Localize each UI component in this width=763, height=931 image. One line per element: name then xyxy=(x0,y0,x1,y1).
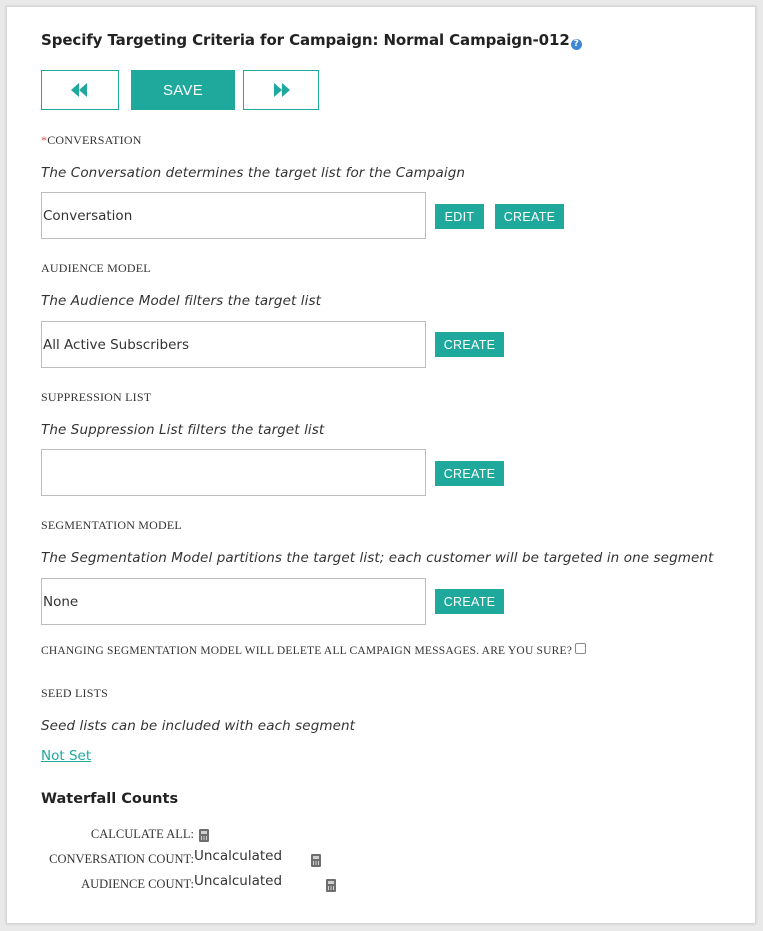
previous-step-button[interactable] xyxy=(41,70,119,110)
segmentation-warning-text: CHANGING SEGMENTATION MODEL WILL DELETE ALL CAMPAIGN MESSAGES. ARE YOU SURE? xyxy=(41,645,573,657)
calculate-all-calculator-icon[interactable] xyxy=(199,829,209,842)
audience-count-calculator-icon[interactable] xyxy=(326,879,336,892)
conversation-field[interactable] xyxy=(41,192,426,239)
conversation-label-text: CONVERSATION xyxy=(47,133,142,147)
suppression-list-description: The Suppression List filters the target list xyxy=(41,422,325,438)
audience-count-value: Uncalculated xyxy=(194,873,283,889)
waterfall-heading: Waterfall Counts xyxy=(41,791,179,807)
conversation-count-calculator-icon[interactable] xyxy=(311,854,321,867)
segmentation-model-label: SEGMENTATION MODEL xyxy=(41,518,182,532)
segmentation-model-field[interactable] xyxy=(41,578,426,625)
suppression-list-label: SUPPRESSION LIST xyxy=(41,390,152,404)
calculate-all-label: CALCULATE ALL: xyxy=(90,827,194,841)
segmentation-warning xyxy=(41,643,586,657)
seed-lists-label: SEED LISTS xyxy=(41,686,109,700)
next-step-button[interactable] xyxy=(243,70,319,110)
create-audience-model-button[interactable]: CREATE xyxy=(435,332,504,357)
calculate-all-row xyxy=(7,823,194,842)
save-button[interactable]: SAVE xyxy=(131,70,235,110)
required-marker: * xyxy=(41,133,48,147)
create-segmentation-model-button[interactable]: CREATE xyxy=(435,589,504,614)
confirm-segmentation-checkbox[interactable] xyxy=(575,643,586,654)
conversation-label xyxy=(41,133,142,148)
create-conversation-button[interactable]: CREATE xyxy=(495,204,564,229)
audience-model-label: AUDIENCE MODEL xyxy=(41,261,151,275)
conversation-count-label: CONVERSATION COUNT: xyxy=(49,852,194,866)
page-title xyxy=(41,31,582,50)
conversation-value: Conversation xyxy=(43,207,133,224)
double-chevron-right-icon xyxy=(272,83,290,97)
suppression-list-field[interactable] xyxy=(41,449,426,496)
seed-lists-link[interactable]: Not Set xyxy=(41,748,92,764)
audience-model-value: All Active Subscribers xyxy=(43,336,189,353)
info-icon[interactable]: ? xyxy=(571,39,582,50)
seed-lists-description: Seed lists can be included with each segment xyxy=(41,718,356,734)
segmentation-model-description: The Segmentation Model partitions the target list; each customer will be targeted in one segment xyxy=(41,550,714,566)
conversation-count-value: Uncalculated xyxy=(194,848,283,864)
targeting-panel xyxy=(6,6,756,924)
audience-count-label: AUDIENCE COUNT: xyxy=(81,877,194,891)
double-chevron-left-icon xyxy=(71,83,89,97)
audience-model-field[interactable] xyxy=(41,321,426,368)
page-title-text: Specify Targeting Criteria for Campaign: Normal Campaign-012 xyxy=(41,31,570,49)
segmentation-model-value: None xyxy=(43,593,79,610)
audience-model-description: The Audience Model filters the target list xyxy=(41,293,321,309)
create-suppression-list-button[interactable]: CREATE xyxy=(435,461,504,486)
edit-conversation-button[interactable]: EDIT xyxy=(435,204,484,229)
conversation-count-row xyxy=(7,848,194,867)
conversation-description: The Conversation determines the target list for the Campaign xyxy=(41,165,466,181)
audience-count-row xyxy=(7,873,194,892)
